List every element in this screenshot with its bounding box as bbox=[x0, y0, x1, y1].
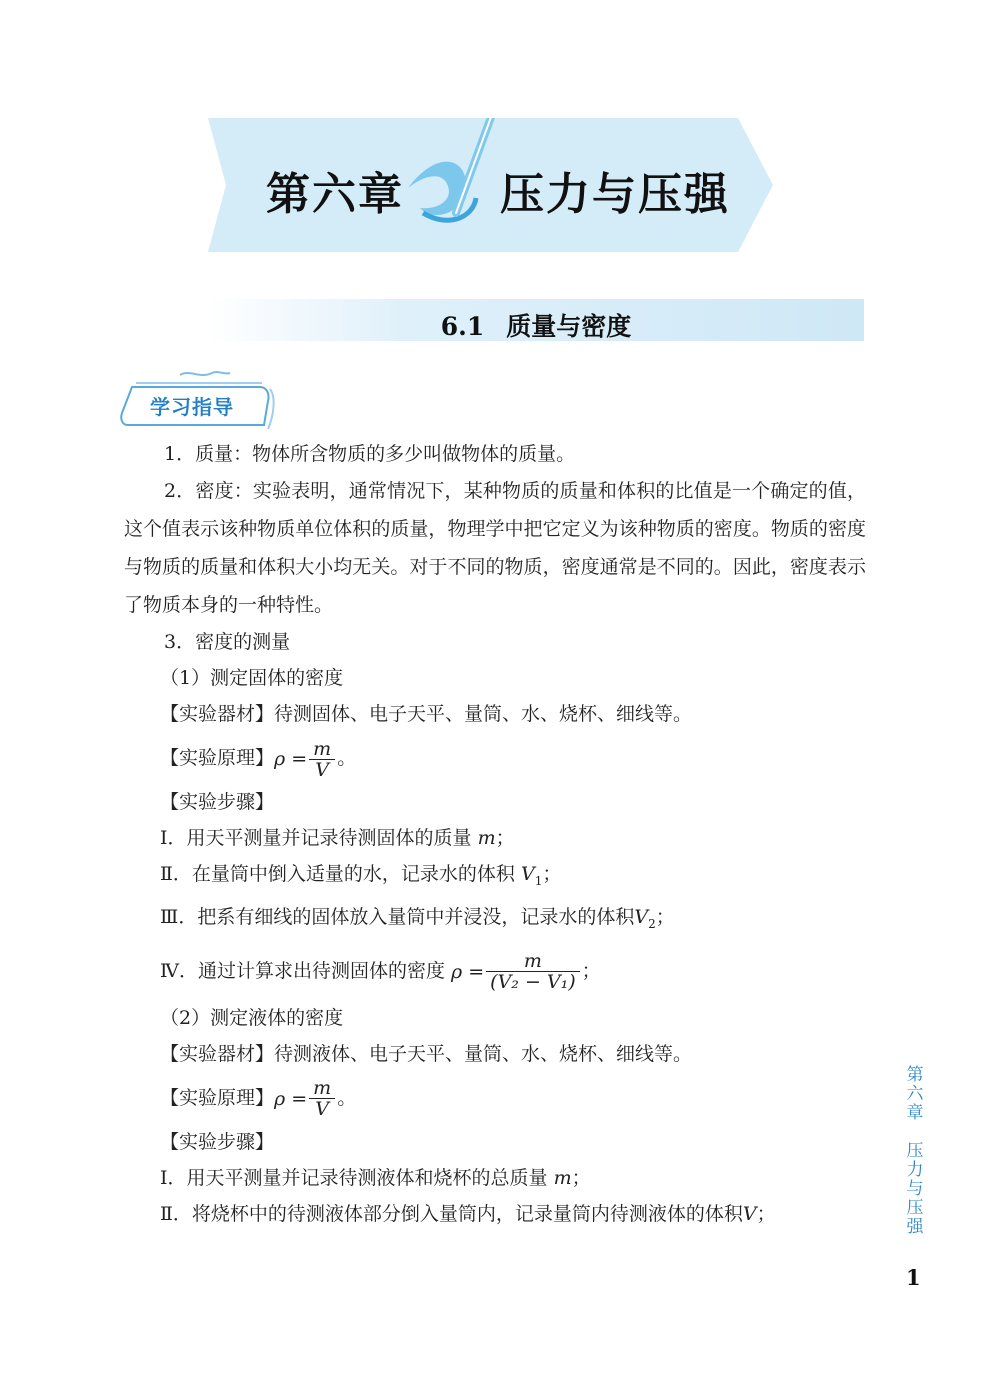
solid-equipment: 【实验器材】待测固体、电子天平、量筒、水、烧杯、细线等。 bbox=[160, 703, 693, 725]
end-mark: ； bbox=[581, 959, 601, 982]
end-mark: ； bbox=[756, 1202, 776, 1225]
chapter-banner bbox=[208, 118, 773, 252]
side-char: 第 bbox=[906, 1065, 924, 1085]
point-mass: 1．质量：物体所含物质的多少叫做物体的质量。 bbox=[164, 443, 576, 465]
step-text: Ⅱ．在量筒中倒入适量的水，记录水的体积 bbox=[160, 863, 515, 885]
density-fraction bbox=[309, 1078, 335, 1119]
end-mark: 。 bbox=[337, 1086, 357, 1109]
fraction-numerator: m bbox=[486, 951, 580, 972]
liquid-step-1 bbox=[124, 1160, 866, 1196]
point-measurement: 3．密度的测量 bbox=[164, 631, 291, 653]
fraction-numerator: m bbox=[309, 1078, 335, 1099]
solid-step-1 bbox=[124, 820, 866, 856]
side-char: 与 bbox=[906, 1179, 924, 1199]
main-content bbox=[124, 436, 866, 1232]
rho-equals: ρ = bbox=[274, 748, 308, 770]
fraction-denominator: V bbox=[315, 758, 330, 781]
study-guide-tag bbox=[120, 367, 280, 433]
step-text: Ⅱ．将烧杯中的待测液体部分倒入量筒内，记录量筒内待测液体的体积 bbox=[160, 1202, 743, 1225]
end-mark: ； bbox=[495, 827, 515, 849]
study-guide-label: 学习指导 bbox=[150, 395, 234, 419]
liquid-principle bbox=[124, 1072, 866, 1124]
side-char: 六 bbox=[906, 1084, 924, 1104]
symbol-m: m bbox=[553, 1166, 572, 1189]
side-char: 力 bbox=[906, 1160, 924, 1180]
side-char: 强 bbox=[906, 1217, 924, 1237]
fraction-denominator: (V₂ − V₁) bbox=[490, 971, 576, 994]
chapter-title: 压力与压强 bbox=[500, 169, 730, 220]
liquid-step-2 bbox=[124, 1196, 866, 1232]
solid-principle bbox=[124, 732, 866, 784]
point-density: 2．密度：实验表明，通常情况下，某种物质的质量和体积的比值是一个确定的值，这个值表示该种物质单位体积的质量，物理学中把它定义为该种物质的密度。物质的密度与物质的质量和体积大小均无关。对于不同的物质，密度通常是不同的。因此，密度表示了物质本身的一种特性。 bbox=[124, 480, 866, 616]
page-number: 1 bbox=[906, 1265, 921, 1290]
side-char: 章 bbox=[906, 1103, 924, 1123]
solid-step-3 bbox=[124, 899, 866, 942]
end-mark: ； bbox=[571, 1166, 591, 1189]
solid-step-4 bbox=[124, 942, 866, 1000]
step-text: Ⅲ．把系有细线的固体放入量筒中并浸没，记录水的体积 bbox=[160, 905, 635, 928]
chapter-number: 第六章 bbox=[266, 169, 404, 220]
liquid-equipment: 【实验器材】待测液体、电子天平、量筒、水、烧杯、细线等。 bbox=[160, 1042, 693, 1065]
side-char: 压 bbox=[906, 1141, 924, 1161]
section-title bbox=[208, 307, 864, 343]
rho-equals: ρ = bbox=[451, 960, 485, 983]
symbol-v: V bbox=[742, 1202, 757, 1225]
end-mark: ； bbox=[542, 863, 562, 885]
step-text: Ⅰ．用天平测量并记录待测固体的质量 bbox=[160, 827, 472, 849]
fraction-numerator: m bbox=[309, 739, 335, 760]
principle-label: 【实验原理】 bbox=[160, 747, 275, 769]
step-text: Ⅰ．用天平测量并记录待测液体和烧杯的总质量 bbox=[160, 1166, 548, 1189]
side-gap bbox=[904, 1123, 926, 1142]
liquid-steps-heading: 【实验步骤】 bbox=[160, 1130, 275, 1153]
solid-step-2 bbox=[124, 856, 866, 899]
side-char: 压 bbox=[906, 1198, 924, 1218]
solid-steps-heading: 【实验步骤】 bbox=[160, 791, 275, 813]
solid-heading: （1）测定固体的密度 bbox=[160, 667, 344, 689]
principle-label: 【实验原理】 bbox=[160, 1086, 275, 1109]
section-header bbox=[208, 299, 864, 341]
subscript: 1 bbox=[534, 873, 543, 888]
symbol-m: m bbox=[477, 827, 496, 849]
end-mark: 。 bbox=[337, 747, 357, 769]
liquid-heading: （2）测定液体的密度 bbox=[160, 1006, 344, 1029]
step-text: Ⅳ．通过计算求出待测固体的密度 bbox=[160, 959, 445, 982]
end-mark: ； bbox=[655, 905, 675, 928]
section-name: 质量与密度 bbox=[506, 312, 632, 341]
section-number: 6.1 bbox=[440, 312, 485, 341]
rho-equals: ρ = bbox=[274, 1087, 308, 1110]
symbol-v: V bbox=[520, 863, 535, 885]
subscript: 2 bbox=[648, 916, 656, 931]
side-running-title bbox=[904, 1066, 926, 1237]
symbol-v: V bbox=[634, 905, 649, 928]
density-fraction bbox=[486, 951, 580, 992]
density-fraction bbox=[309, 739, 335, 780]
fraction-denominator: V bbox=[315, 1098, 330, 1121]
